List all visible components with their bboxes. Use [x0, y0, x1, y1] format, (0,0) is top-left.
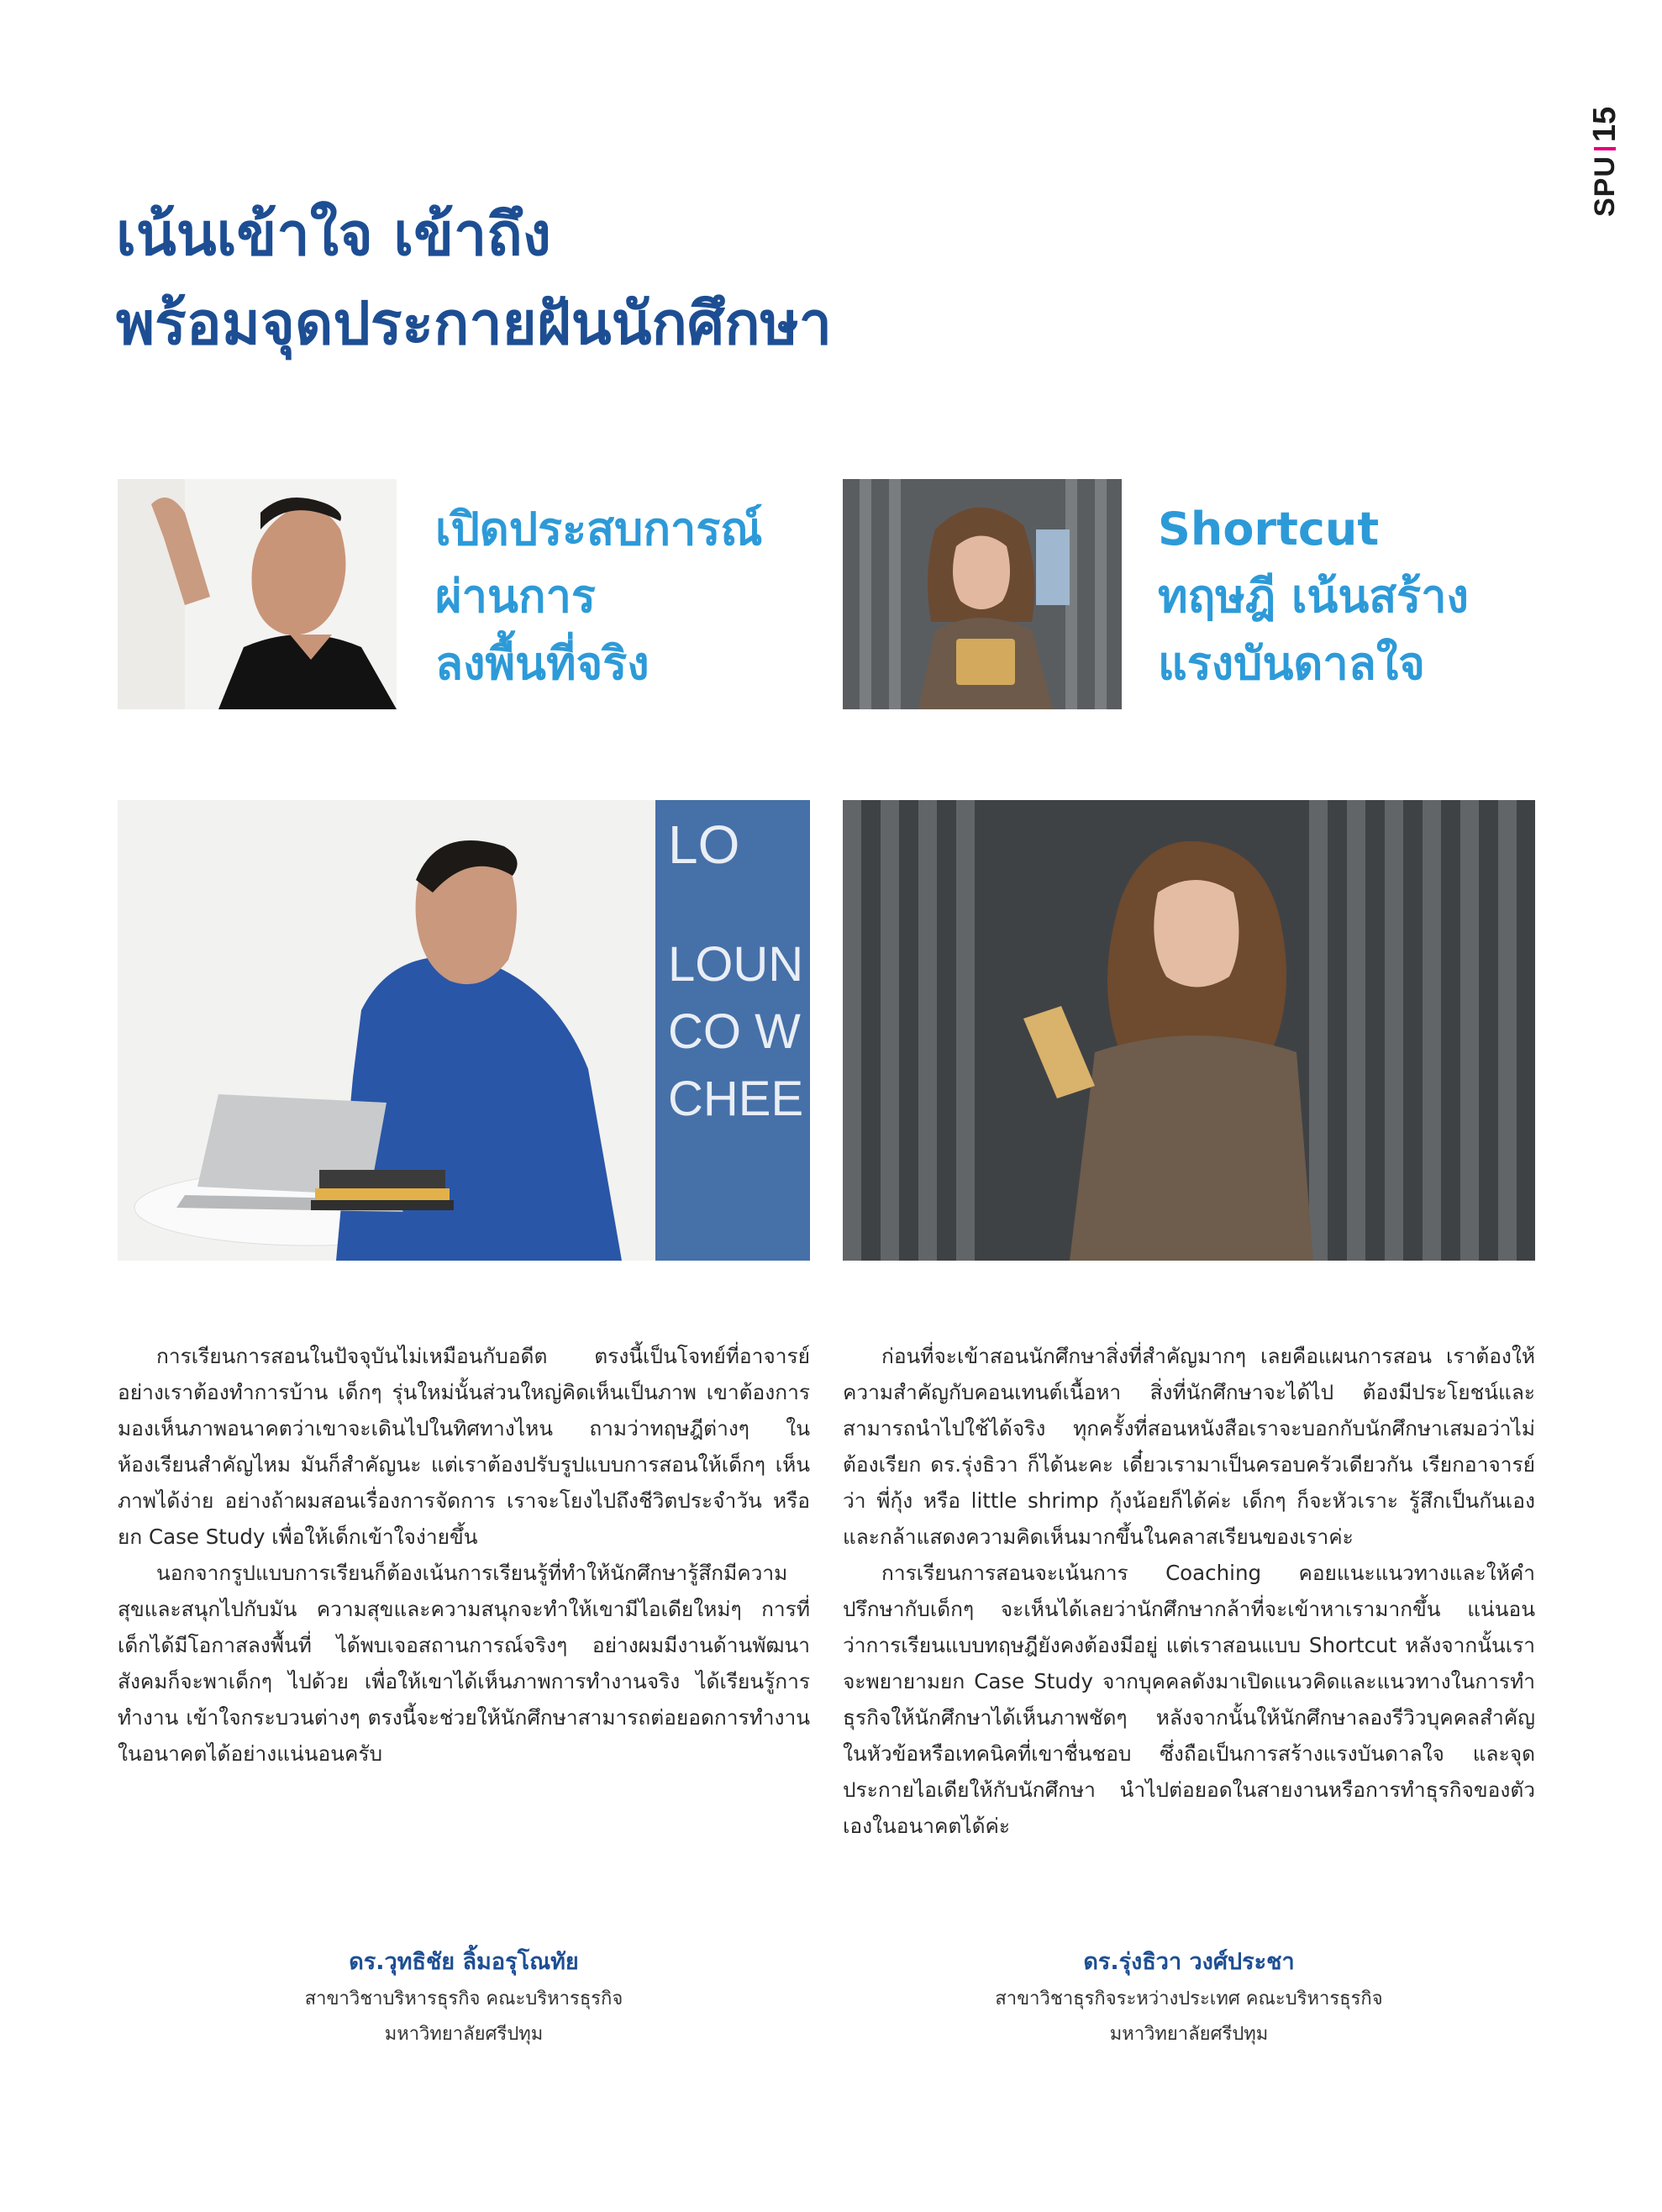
headline-line-2: พร้อมจุดประกายฝันนักศึกษา — [116, 289, 833, 358]
photo-left-laptop — [118, 800, 810, 1261]
subhead-left-line-3: ลงพื้นที่จริง — [435, 637, 650, 690]
paragraph: นอกจากรูปแบบการเรียนก็ต้องเน้นการเรียนรู้ที่ทำให้นักศึกษารู้สึกมีความสุขและสนุกไปกับมัน ความสุขและความสนุกจะทำให้เขามีไอเดียใหม่ๆ การที่เด็กได้มีโอกาสลงพื้นที่ ได้พบเจอสถานการณ์จริงๆ อย่างผมมีงานด้านพัฒนาสังคมก็จะพาเด็กๆ ไปด้วย เพื่อให้เขาได้เห็นภาพการทำงานจริง ได้เรียนรู้การทำงาน เข้าใจกระบวนต่างๆ ตรงนี้จะช่วยให้นักศึกษาสามารถต่อยอดการทำงานในอนาคตได้อย่างแน่นอนครับ — [118, 1561, 810, 1766]
byline-left — [118, 1943, 810, 2052]
brand-mark — [1580, 82, 1630, 217]
thumbnail-portrait-left — [118, 479, 397, 709]
subhead-left — [435, 496, 872, 698]
subhead-right-line-2: ทฤษฎี เน้นสร้าง — [1158, 570, 1469, 623]
author-name: ดร.รุ่งธิวา วงศ์ประชา — [1083, 1949, 1295, 1975]
paragraph: การเรียนการสอนจะเน้นการ Coaching คอยแนะแนวทางและให้คำปรึกษากับเด็กๆ จะเห็นได้เลยว่านักศึกษากล้าที่จะเข้าหาเรามากขึ้น แน่นอนว่าการเรียนแบบทฤษฎียังคงต้องมีอยู่ แต่เราสอนแบบ Shortcut หลังจากนั้นเราจะพยายามยก Case Study จากบุคคลดังมาเปิดแนวคิดและแนวทางในการทำธุรกิจให้นักศึกษาได้เห็นภาพชัดๆ หลังจากนั้นให้นักศึกษาลองรีวิวบุคคลสำคัญในหัวข้อหรือเทคนิคที่เขาชื่นชอบ ซึ่งถือเป็นการสร้างแรงบันดาลใจ และจุดประกายไอเดียให้กับนักศึกษา นำไปต่อยอดในสายงานหรือการทำธุรกิจของตัวเองในอนาคตได้ค่ะ — [843, 1561, 1535, 1838]
subhead-right-line-1: Shortcut — [1158, 503, 1380, 556]
spu-logo: SPU — [1588, 155, 1621, 217]
subhead-left-line-1: เปิดประสบการณ์ — [435, 503, 763, 556]
author-university: มหาวิทยาลัยศรีปทุม — [1109, 2024, 1269, 2045]
author-university: มหาวิทยาลัยศรีปทุม — [384, 2024, 544, 2045]
wall-text-3: CO W — [668, 1004, 801, 1059]
wall-text-1: LO — [668, 814, 740, 875]
byline-right — [843, 1943, 1535, 2052]
author-department: สาขาวิชาบริหารธุรกิจ คณะบริหารธุรกิจ — [304, 1988, 623, 2009]
subhead-right — [1158, 496, 1595, 698]
wall-text-2: LOUN — [668, 937, 804, 992]
author-department: สาขาวิชาธุรกิจระหว่างประเทศ คณะบริหารธุรกิจ — [995, 1988, 1383, 2009]
page-number: 15 — [1586, 106, 1623, 143]
photo-right-tablet — [843, 800, 1535, 1261]
article-body-left — [118, 1338, 810, 1772]
author-name: ดร.วุทธิชัย ลิ้มอรุโณทัย — [349, 1949, 579, 1975]
paragraph: การเรียนการสอนในปัจจุบันไม่เหมือนกับอดีต ตรงนี้เป็นโจทย์ที่อาจารย์อย่างเราต้องทำการบ้าน เด็กๆ รุ่นใหม่นั้นส่วนใหญ่คิดเห็นเป็นภาพ เขาต้องการมองเห็นภาพอนาคตว่าเขาจะเดินไปในทิศทางไหน ถามว่าทฤษฎีต่างๆ ในห้องเรียนสำคัญไหม มันก็สำคัญนะ แต่เราต้องปรับรูปแบบการสอนให้เด็กๆ เห็นภาพได้ง่าย อย่างถ้าผมสอนเรื่องการจัดการ เราจะโยงไปถึงชีวิตประจำวัน หรือยก Case Study เพื่อให้เด็กเข้าใจง่ายขึ้น — [118, 1344, 810, 1549]
subhead-right-line-3: แรงบันดาลใจ — [1158, 637, 1425, 690]
headline-line-1: เน้นเข้าใจ เข้าถึง — [116, 200, 551, 269]
page-headline — [116, 190, 1292, 368]
subhead-left-line-2: ผ่านการ — [435, 570, 596, 623]
paragraph: ก่อนที่จะเข้าสอนนักศึกษาสิ่งที่สำคัญมากๆ เลยคือแผนการสอน เราต้องให้ความสำคัญกับคอนเทนต์เนื้อหา สิ่งที่นักศึกษาจะได้ไป ต้องมีประโยชน์และสามารถนำไปใช้ได้จริง ทุกครั้งที่สอนหนังสือเราจะบอกกับนักศึกษาเสมอว่าไม่ต้องเรียก ดร.รุ่งธิวา ก็ได้นะคะ เดี๋ยวเรามาเป็นครอบครัวเดียวกัน เรียกอาจารย์ว่า พี่กุ้ง หรือ little shrimp กุ้งน้อยก็ได้ค่ะ เด็กๆ ก็จะหัวเราะ รู้สึกเป็นกันเองและกล้าแสดงความคิดเห็นมากขึ้นในคลาสเรียนของเราค่ะ — [843, 1344, 1535, 1549]
article-body-right — [843, 1338, 1535, 1844]
thumbnail-portrait-right — [843, 479, 1122, 709]
brand-divider — [1594, 147, 1616, 150]
wall-text-4: CHEE — [668, 1072, 804, 1126]
